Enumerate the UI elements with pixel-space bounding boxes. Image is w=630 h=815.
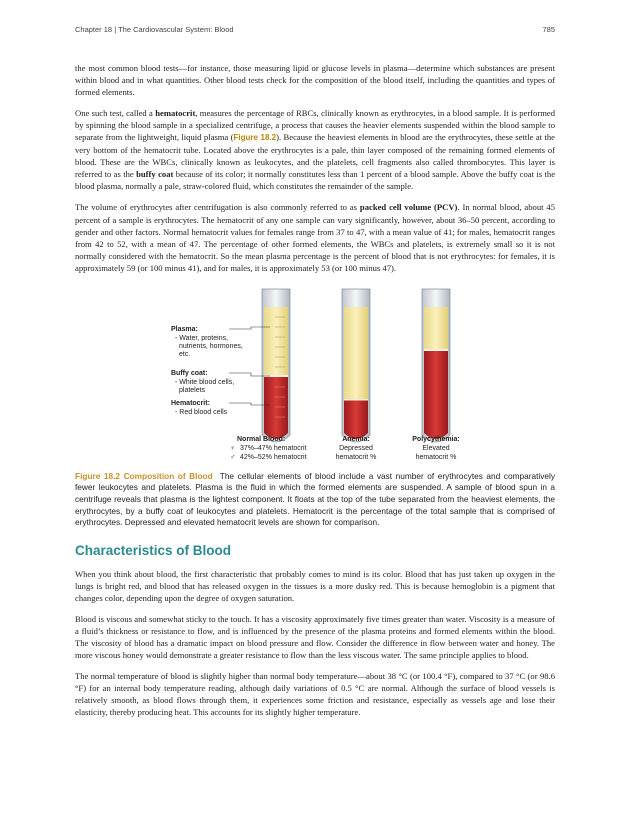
- red-cell-layer: [264, 377, 288, 439]
- buffy-coat-layer: [344, 399, 368, 401]
- chapter-title: Chapter 18 | The Cardiovascular System: Blood: [75, 25, 234, 34]
- label-male-range: 42%–52% hematocrit: [240, 453, 307, 461]
- red-cell-layer: [424, 351, 448, 439]
- hematocrit-tubes-illustration: [75, 283, 555, 461]
- plasma-layer: [424, 307, 448, 349]
- label-plasma: Plasma:: [171, 325, 198, 333]
- caption-label: Figure 18.2 Composition of Blood: [75, 470, 213, 481]
- plasma-layer: [344, 307, 368, 399]
- label-anemia: Anemia:: [342, 435, 370, 443]
- label-polycythemia-desc: hematocrit %: [415, 453, 457, 461]
- label-hematocrit: Hematocrit:: [171, 399, 210, 407]
- label-buffy-coat-desc: - White blood cells,: [175, 378, 235, 386]
- buffy-coat-layer: [424, 349, 448, 351]
- label-female-range: 37%–47% hematocrit: [240, 444, 307, 452]
- label-plasma-desc: nutrients, hormones,: [179, 342, 243, 350]
- figure-caption: [75, 471, 555, 529]
- label-polycythemia-desc: Elevated: [422, 444, 450, 452]
- running-head: [75, 25, 555, 34]
- label-anemia-desc: Depressed: [339, 444, 373, 452]
- section-heading: Characteristics of Blood: [75, 542, 232, 558]
- female-symbol-icon: ♀: [230, 444, 236, 452]
- label-plasma-desc: - Water, proteins,: [175, 334, 229, 342]
- label-hematocrit-desc: - Red blood cells: [175, 408, 228, 416]
- paragraph-viscosity: Blood is viscous and somewhat sticky to the touch. It has a viscosity approximately five times greater than water. Viscosity is a measure of a fluid’s thickness or resistance to flow, and is influenced by the presence of the plasma proteins and formed elements within the blood. The viscosity of blood has a dramatic impact on blood pressure and flow. Consider the difference in flow between water and honey. The more viscous honey would demonstrate a greater resistance to flow than the less viscous water. The same principle applies to blood.: [75, 613, 555, 660]
- paragraph-hematocrit: [75, 107, 555, 192]
- label-anemia-desc: hematocrit %: [335, 453, 377, 461]
- page-content: [75, 62, 555, 727]
- tube-normal-blood: [262, 289, 290, 442]
- label-polycythemia: Polycythemia:: [412, 435, 460, 443]
- red-cell-layer: [344, 400, 368, 439]
- paragraph-pcv: [75, 201, 555, 273]
- label-buffy-coat: Buffy coat:: [171, 369, 208, 377]
- tube-anemia: [342, 289, 370, 442]
- paragraph-intro: the most common blood tests—for instance, those measuring lipid or glucose levels in plasma—determine which substances are present within blood and in what quantities. Other blood tests check for the composition of the blood itself, including the quantities and types of formed elements.: [75, 63, 555, 98]
- paragraph-temperature: The normal temperature of blood is slightly higher than normal body temperature—about 38 °C (or 100.4 °F), compared to 37 °C (or 98.6 °F) for an internal body temperature reading, although daily variations of 0.5 °C are normal. Although the surface of blood vessels is relatively smooth, as blood flows through them, it experiences some friction and resistance, especially as vessels age and lose their elasticity, thereby producing heat. This accounts for its slightly higher temperature.: [75, 671, 555, 718]
- term-buffy-coat: buffy coat: [136, 169, 174, 180]
- male-symbol-icon: ♂: [230, 453, 236, 461]
- tube-polycythemia: [422, 289, 450, 442]
- figure-reference-link[interactable]: Figure 18.2: [233, 133, 277, 143]
- text-span: One such test, called a: [75, 108, 156, 119]
- label-buffy-coat-desc: platelets: [179, 386, 206, 394]
- text-span: , measures the percentage of RBCs, clinically known as erythrocytes, in a blood sample. It is performed by spinning the blood sample in a specialized centrifuge, a process that causes the heavier elements suspended within the blood sample to separate from the lightweight, liquid plasma (: [75, 108, 555, 143]
- label-normal-blood: Normal Blood:: [237, 435, 286, 443]
- paragraph-color: When you think about blood, the first characteristic that probably comes to mind is its color. Blood that has just taken up oxygen in the lungs is bright red, and blood that has released oxygen in the tissues is a more dusky red. This is because hemoglobin is a pigment that changes color, depending upon the degree of oxygen saturation.: [75, 568, 555, 603]
- label-plasma-desc: etc.: [179, 350, 191, 358]
- page-number: 785: [542, 25, 555, 34]
- text-span: The volume of erythrocytes after centrifugation is also commonly referred to as: [75, 202, 360, 213]
- figure-blood-composition: [75, 283, 555, 461]
- text-span: because of its color; it normally constitutes less than 1 percent of a blood sample. Above the buffy coat is the blood plasma, normally a pale, straw-colored fluid, which constitutes the remainder of the sample.: [75, 169, 556, 192]
- term-packed-cell-volume: packed cell volume (PCV): [359, 202, 458, 213]
- term-hematocrit: hematocrit: [155, 108, 196, 119]
- text-span: ). Because the heaviest elements in blood are the erythrocytes, these settle at the very bottom of the hematocrit tube. Located above the erythrocytes is a pale, thin layer composed of the remaining formed elements of blood. These are the WBCs, clinically known as leukocytes, and the platelets, cell fragments also called thrombocytes. This layer is referred to as the: [75, 132, 555, 180]
- caption-text: The cellular elements of blood include a vast number of erythrocytes and comparatively fewer leukocytes and platelets. Plasma is the fluid in which the formed elements are suspended. A sample of blood spun in a centrifuge reveals that plasma is the lightest component. It floats at the top of the tube separated from the heaviest elements, the erythrocytes, by a buffy coat of leukocytes and platelets. Hematocrit is the percentage of the total sample that is comprised of erythrocytes. Depressed and elevated hematocrit levels are shown for comparison.: [75, 470, 555, 528]
- text-span: . In normal blood, about 45 percent of a sample is erythrocytes. The hematocrit of any one sample can vary significantly, however, about 36–50 percent, according to gender and other factors. Normal hematocrit values for females range from 37 to 47, with a mean value of 41; for males, hematocrit ranges from 42 to 52, with a mean of 47. The percentage of other formed elements, the WBCs and platelets, is extremely small so it is not normally considered with the hematocrit. So the mean plasma percentage is the percent of blood that is not erythrocytes: for females, it is approximately 59 (or 100 minus 41), and for males, it is approximately 53 (or 100 minus 47).: [75, 202, 555, 273]
